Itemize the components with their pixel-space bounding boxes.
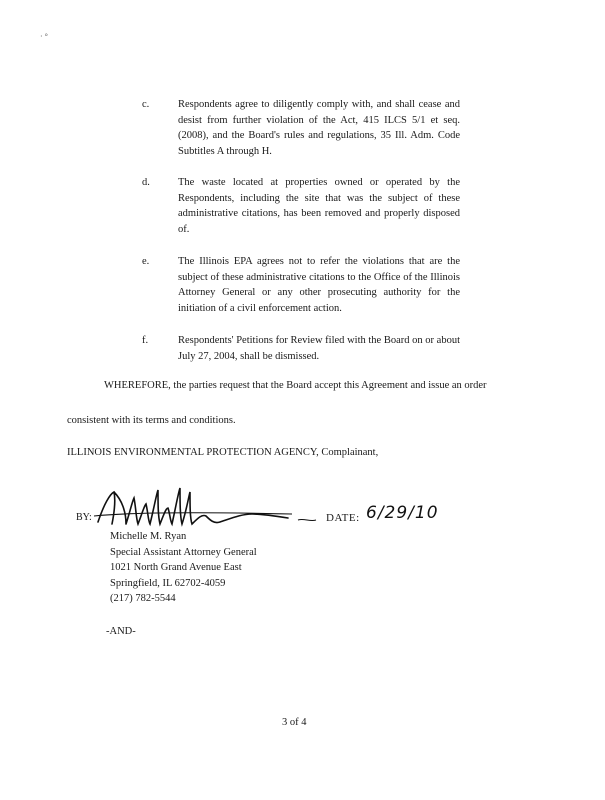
signer-address-line-1: 1021 North Grand Avenue East: [110, 562, 242, 573]
signer-phone: (217) 782-5544: [110, 593, 176, 604]
list-item-c: [142, 97, 462, 159]
by-label: BY:: [76, 512, 92, 523]
signer-address-line-2: Springfield, IL 62702-4059: [110, 577, 226, 589]
item-letter: d.: [142, 177, 150, 188]
and-separator: -AND-: [106, 626, 136, 637]
item-text: The waste located at properties owned or operated by the Respondents, including the site that was the subject of these administrative citations, has been removed and properly disposed of.: [178, 177, 460, 235]
agency-line: ILLINOIS ENVIRONMENTAL PROTECTION AGENCY, Complainant,: [67, 447, 379, 458]
item-letter: e.: [142, 256, 150, 267]
item-text: Respondents' Petitions for Review filed with the Board on or about July 27, 2004, shall be dismissed.: [178, 335, 460, 362]
signer-title: Special Assistant Attorney General: [110, 546, 257, 558]
wherefore-line-2: consistent with its terms and conditions.: [67, 415, 236, 426]
date-label: DATE:: [326, 512, 360, 524]
list-item-e: [142, 254, 462, 316]
page-number: 3 of 4: [282, 717, 307, 728]
item-letter: f.: [142, 335, 149, 346]
wherefore-line-1: WHEREFORE, the parties request that the Board accept this Agreement and issue an order: [104, 380, 487, 391]
list-item-d: [142, 175, 462, 237]
handwritten-date: 6/29/10: [366, 503, 439, 523]
signer-address-block: [110, 529, 257, 607]
signer-name: Michelle M. Ryan: [110, 531, 187, 542]
item-text: The Illinois EPA agrees not to refer the violations that are the subject of these administrative citations to the Office of the Illinois Attorney General or any other prosecuting authority for the initiation of a civil enforcement action.: [178, 256, 460, 314]
item-text: Respondents agree to diligently comply with, and shall cease and desist from further violation of the Act, 415 ILCS 5/1 et seq. (2008), and the Board's rules and regulations, 35 Ill. Adm. Code Subtitles A through H.: [178, 99, 460, 157]
list-item-f: [142, 333, 462, 365]
item-letter: c.: [142, 99, 150, 110]
scan-speck: · °: [40, 32, 48, 41]
